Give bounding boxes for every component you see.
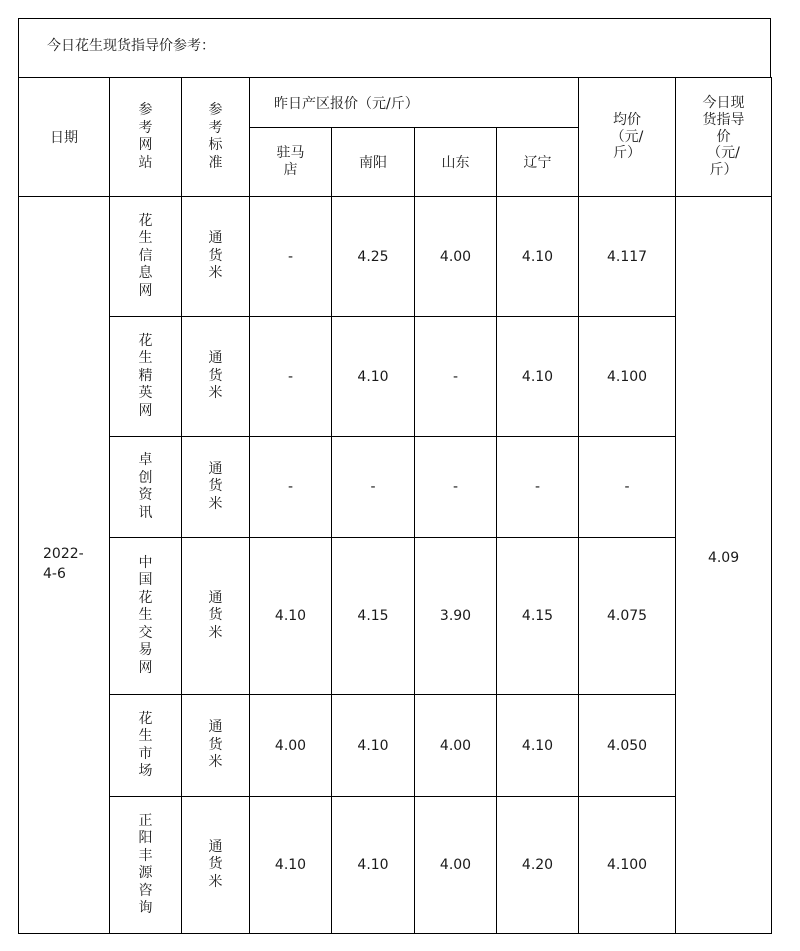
standard-cell: 通货米 [182,538,250,695]
table-row [19,317,772,437]
avg-cell: 4.100 [579,797,676,934]
site-cell: 正阳丰源咨询 [110,797,182,934]
price-table [18,77,772,934]
site-cell: 中国花生交易网 [110,538,182,695]
caption-text: 今日花生现货指导价参考： [47,38,215,54]
nanyang-cell: 4.15 [332,538,415,695]
header-region-nanyang: 南阳 [332,128,415,197]
shandong-cell: 3.90 [415,538,497,695]
table-row [19,437,772,538]
header-date: 日期 [19,78,110,197]
site-cell: 花生市场 [110,695,182,797]
avg-cell: 4.100 [579,317,676,437]
site-cell: 卓创资讯 [110,437,182,538]
liaoning-cell: 4.15 [497,538,579,695]
nanyang-cell: 4.10 [332,797,415,934]
header-region-zhumadian: 驻马店 [250,128,332,197]
zhumadian-cell: 4.10 [250,538,332,695]
liaoning-cell: 4.10 [497,695,579,797]
site-cell: 花生精英网 [110,317,182,437]
header-guide: 今日现货指导价（元/斤） [676,78,772,197]
avg-cell: - [579,437,676,538]
nanyang-cell: 4.25 [332,197,415,317]
table-row [19,538,772,695]
zhumadian-cell: - [250,317,332,437]
date-cell: 2022-4-6 [19,197,110,934]
guide-price-cell: 4.09 [676,197,772,934]
zhumadian-cell: 4.10 [250,797,332,934]
zhumadian-cell: - [250,197,332,317]
header-site: 参考网站 [110,78,182,197]
nanyang-cell: 4.10 [332,695,415,797]
header-region-shandong: 山东 [415,128,497,197]
table-row [19,197,772,317]
avg-cell: 4.075 [579,538,676,695]
shandong-cell: 4.00 [415,797,497,934]
table-row [19,695,772,797]
avg-cell: 4.050 [579,695,676,797]
liaoning-cell: 4.20 [497,797,579,934]
header-region-liaoning: 辽宁 [497,128,579,197]
header-quote-group: 昨日产区报价（元/斤） [250,78,579,128]
liaoning-cell: 4.10 [497,317,579,437]
zhumadian-cell: - [250,437,332,538]
table-row [19,797,772,934]
standard-cell: 通货米 [182,317,250,437]
shandong-cell: - [415,437,497,538]
avg-cell: 4.117 [579,197,676,317]
standard-cell: 通货米 [182,695,250,797]
liaoning-cell: 4.10 [497,197,579,317]
table-caption [18,18,771,77]
header-avg: 均价（元/斤） [579,78,676,197]
shandong-cell: - [415,317,497,437]
standard-cell: 通货米 [182,437,250,538]
shandong-cell: 4.00 [415,695,497,797]
standard-cell: 通货米 [182,797,250,934]
zhumadian-cell: 4.00 [250,695,332,797]
shandong-cell: 4.00 [415,197,497,317]
nanyang-cell: - [332,437,415,538]
nanyang-cell: 4.10 [332,317,415,437]
standard-cell: 通货米 [182,197,250,317]
header-standard: 参考标准 [182,78,250,197]
site-cell: 花生信息网 [110,197,182,317]
liaoning-cell: - [497,437,579,538]
